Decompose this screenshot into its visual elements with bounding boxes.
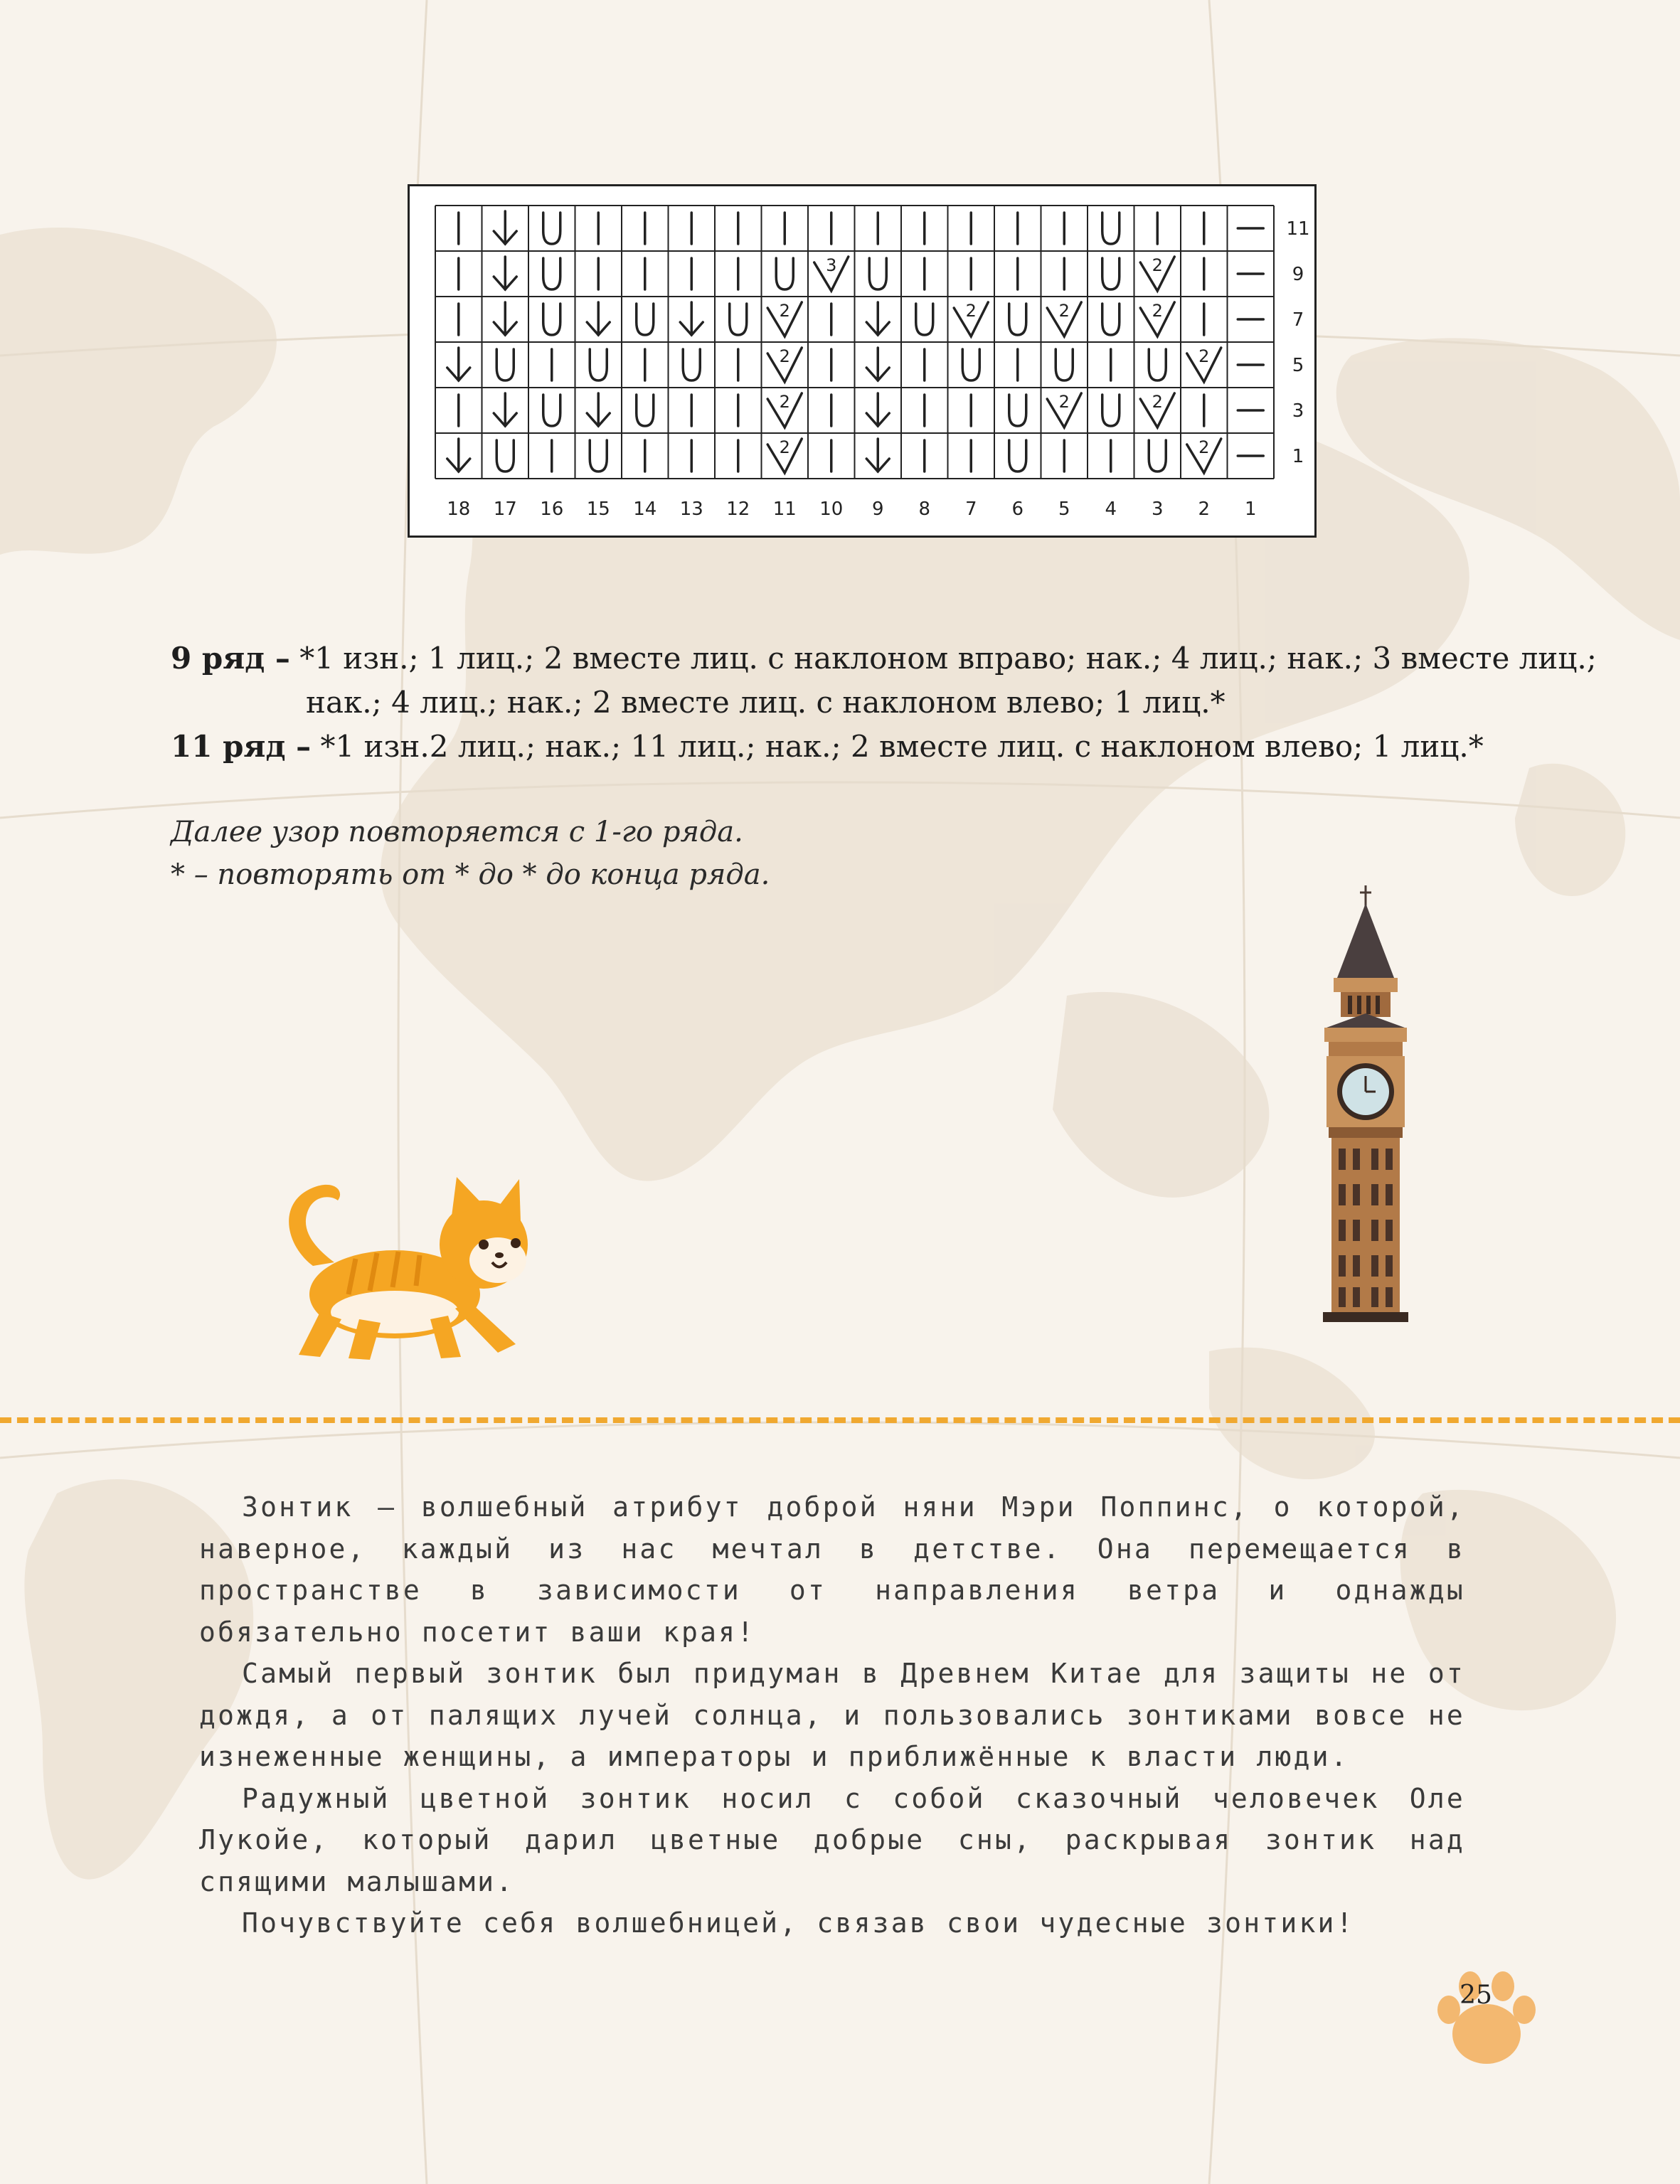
- chart-symbol-v2: [1140, 301, 1174, 336]
- row-9-continuation: нак.; 4 лиц.; нак.; 2 вместе лиц. с наклоном влево; 1 лиц.*: [306, 685, 1226, 720]
- chart-symbol-o: [916, 304, 933, 335]
- chart-symbol-o: [543, 395, 560, 426]
- chart-symbol-v2: [767, 301, 802, 336]
- chart-symbol-o: [1102, 213, 1120, 244]
- row-9-text: *1 изн.; 1 лиц.; 2 вместе лиц. с наклоном вправо; нак.; 4 лиц.; нак.; 3 вместе лиц.;: [299, 641, 1597, 676]
- column-number-label: 15: [586, 499, 610, 520]
- row-number-label: 7: [1292, 309, 1304, 331]
- chart-symbol-v2: [1187, 346, 1221, 382]
- svg-text:2: 2: [779, 301, 790, 321]
- repeat-note: Далее узор повторяется с 1-го ряда.: [171, 816, 743, 848]
- chart-symbol-o: [590, 349, 607, 380]
- chart-symbol-o: [496, 349, 514, 380]
- chart-symbol-o: [637, 304, 654, 335]
- chart-symbol-o: [776, 258, 793, 289]
- row-number-label: 5: [1292, 355, 1304, 376]
- chart-symbol-v2: [1140, 255, 1174, 291]
- chart-symbol-v2: [767, 346, 802, 382]
- svg-text:2: 2: [779, 346, 790, 366]
- svg-text:2: 2: [1152, 255, 1163, 275]
- chart-symbol-o: [1009, 304, 1026, 335]
- chart-symbol-ad: [494, 257, 516, 289]
- svg-text:2: 2: [1198, 346, 1210, 366]
- chart-symbol-v2: [767, 392, 802, 427]
- chart-symbol-ad: [866, 439, 889, 472]
- column-number-label: 13: [679, 499, 703, 520]
- chart-symbol-o: [683, 349, 700, 380]
- chart-symbol-o: [496, 440, 514, 472]
- column-number-label: 12: [726, 499, 750, 520]
- row-11-label: 11 ряд –: [171, 729, 312, 764]
- column-number-label: 11: [772, 499, 797, 520]
- svg-text:2: 2: [1152, 301, 1163, 321]
- chart-symbol-o: [1056, 349, 1073, 380]
- chart-symbol-v2: [1140, 392, 1174, 427]
- chart-symbol-ad: [587, 393, 610, 426]
- row-number-label: 9: [1292, 264, 1304, 285]
- svg-text:2: 2: [1058, 392, 1070, 412]
- chart-symbol-o: [543, 258, 560, 289]
- chart-symbol-o: [1009, 440, 1026, 472]
- row-number-label: 3: [1292, 400, 1304, 422]
- chart-symbol-v2: [1047, 392, 1081, 427]
- chart-symbol-ad: [680, 302, 703, 335]
- svg-text:2: 2: [1152, 392, 1163, 412]
- row-9-instruction: [171, 636, 1597, 681]
- column-number-label: 6: [1011, 499, 1024, 520]
- chart-symbol-ad: [866, 393, 889, 426]
- chart-symbol-o: [1009, 395, 1026, 426]
- asterisk-note: * – повторять от * до * до конца ряда.: [171, 858, 770, 891]
- column-number-label: 14: [633, 499, 657, 520]
- chart-symbol-ad: [866, 348, 889, 380]
- svg-text:2: 2: [779, 437, 790, 457]
- column-number-label: 1: [1244, 499, 1257, 520]
- column-number-label: 3: [1151, 499, 1164, 520]
- cat-illustration: [270, 1173, 555, 1373]
- column-number-label: 7: [964, 499, 977, 520]
- row-instructions: [171, 636, 1597, 769]
- svg-text:2: 2: [965, 301, 977, 321]
- row-9-label: 9 ряд –: [171, 641, 290, 676]
- pattern-notes: [171, 811, 770, 896]
- svg-text:3: 3: [826, 255, 837, 275]
- chart-symbol-o: [637, 395, 654, 426]
- column-number-label: 10: [819, 499, 844, 520]
- chart-symbol-ad: [494, 393, 516, 426]
- story-paragraph: Самый первый зонтик был придуман в Древнем Китае для защиты не от дождя, а от палящих лучей солнца, и пользовались зонтиками вовсе не изнеженные женщины, а императоры и приближённые к власти люди.: [199, 1658, 1465, 1772]
- svg-text:2: 2: [1198, 437, 1210, 457]
- chart-symbol-o: [1102, 258, 1120, 289]
- chart-symbol-o: [1102, 304, 1120, 335]
- row-11-instruction: [171, 725, 1522, 769]
- row-11-text: *1 изн.2 лиц.; нак.; 11 лиц.; нак.; 2 вместе лиц. с наклоном влево; 1 лиц.*: [320, 729, 1484, 764]
- knitting-chart: [408, 184, 1317, 538]
- column-number-label: 5: [1058, 499, 1070, 520]
- row-number-label: 11: [1286, 218, 1310, 240]
- chart-symbol-o: [962, 349, 979, 380]
- chart-symbol-o: [730, 304, 747, 335]
- row-number-label: 1: [1292, 446, 1304, 467]
- column-number-label: 9: [871, 499, 884, 520]
- chart-symbol-o: [543, 304, 560, 335]
- story-paragraph: Радужный цветной зонтик носил с собой сказочный человечек Оле Лукойе, который дарил цветные добрые сны, раскрывая зонтик над спящими малышами.: [199, 1782, 1465, 1897]
- chart-symbol-o: [590, 440, 607, 472]
- chart-symbol-o: [1149, 349, 1166, 380]
- story-paragraph: Зонтик – волшебный атрибут доброй няни Мэри Поппинс, о которой, наверное, каждый из нас мечтал в детстве. Она перемещается в пространстве в зависимости от направления ветра и однажды обязательно посетит ваши края!: [199, 1491, 1465, 1648]
- chart-symbol-o: [1149, 440, 1166, 472]
- chart-symbol-v3: [814, 255, 849, 291]
- column-number-label: 4: [1105, 499, 1117, 520]
- chart-symbol-ad: [494, 211, 516, 244]
- big-ben-illustration: [1316, 885, 1415, 1326]
- chart-symbol-ad: [447, 439, 470, 472]
- knitting-chart-svg: [410, 186, 1314, 536]
- dashed-divider: [0, 1417, 1680, 1423]
- page-number: 25: [1460, 1981, 1492, 2010]
- chart-symbol-ad: [447, 348, 470, 380]
- column-number-label: 16: [540, 499, 564, 520]
- svg-text:2: 2: [779, 392, 790, 412]
- chart-symbol-ad: [494, 302, 516, 335]
- column-number-label: 17: [493, 499, 517, 520]
- svg-text:2: 2: [1058, 301, 1070, 321]
- chart-symbol-v2: [1047, 301, 1081, 336]
- column-number-label: 8: [918, 499, 931, 520]
- chart-symbol-v2: [767, 437, 802, 473]
- chart-symbol-v2: [1187, 437, 1221, 473]
- chart-symbol-ad: [587, 302, 610, 335]
- column-number-label: 18: [447, 499, 471, 520]
- chart-symbol-v2: [954, 301, 988, 336]
- column-number-label: 2: [1198, 499, 1211, 520]
- chart-symbol-ad: [866, 302, 889, 335]
- chart-symbol-o: [543, 213, 560, 244]
- chart-symbol-o: [1102, 395, 1120, 426]
- story-paragraph: Почувствуйте себя волшебницей, связав свои чудесные зонтики!: [242, 1907, 1355, 1939]
- story-text: [199, 1486, 1465, 1944]
- chart-symbol-o: [869, 258, 886, 289]
